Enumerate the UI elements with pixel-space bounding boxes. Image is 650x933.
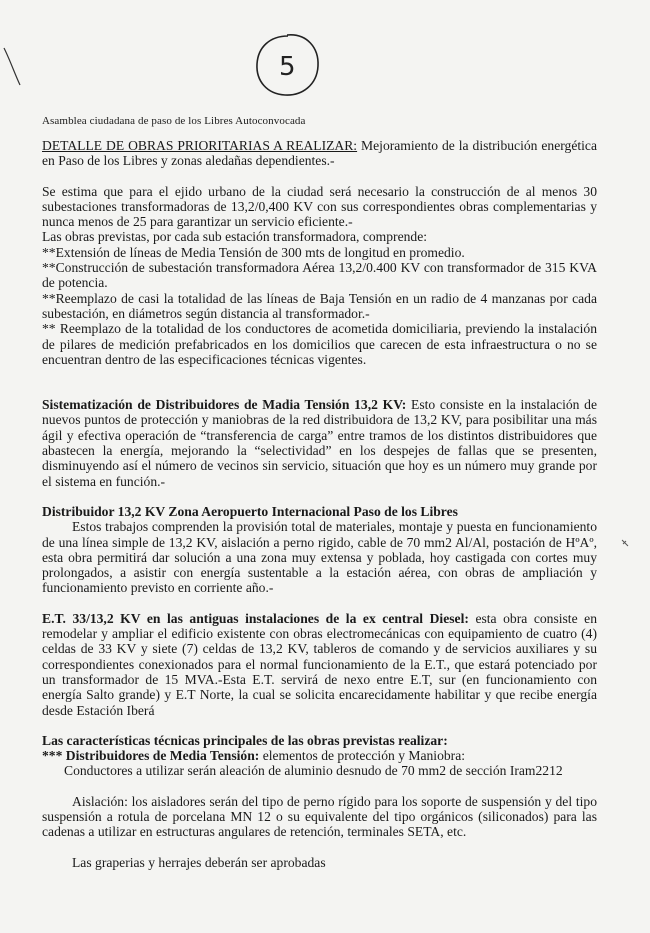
substations-item: ** Reemplazo de la totalidad de los conductores de acometida domiciliaria, previendo la instalación de pilares de medición prefabricados en los domicilios que carecen de esta infraestructura o no se encuentran dentro de las especificaciones técnicas vigentes.	[42, 321, 597, 367]
substations-estimate: Se estima que para el ejido urbano de la ciudad será necesario la construcción de al menos 30 subestaciones transformadoras de 13,2/0,400 KV con sus correspondientes obras complementarias y nunca menos de 25 para garantizar un servicio eficiente.-	[42, 183, 597, 230]
sistematizacion-title: Sistematización de Distribuidores de Madia Tensión 13,2 KV:	[42, 397, 407, 413]
conductores-line: Conductores a utilizar serán aleación de aluminio desnudo de 70 mm2 de sección Iram2212	[64, 763, 563, 779]
caracteristicas-title: Las características técnicas principales de las obras previstas realizar:	[42, 732, 448, 748]
document-body	[42, 138, 597, 870]
intro-text: Mejoramiento de la distribución energética en Paso de los Libres y zonas aledañas dependientes.-	[42, 138, 597, 169]
substations-item: **Construcción de subestación transformadora Aérea 13,2/0.400 KV con transformador de 315 KVA de potencia.	[42, 260, 597, 291]
distribuidores-title: *** Distribuidores de Media Tensión:	[42, 748, 260, 764]
aeropuerto-title: Distribuidor 13,2 KV Zona Aeropuerto Internacional Paso de los Libres	[42, 503, 458, 519]
distribuidores-text: elementos de protección y Maniobra:	[262, 748, 466, 764]
substations-works-intro: Las obras previstas, por cada sub estación transformadora, comprende:	[42, 229, 428, 245]
et-diesel-title: E.T. 33/13,2 KV en las antiguas instalaciones de la ex central Diesel:	[42, 610, 469, 626]
aeropuerto-text: Estos trabajos comprenden la provisión total de materiales, montaje y puesta en funcionamiento de una línea simple de 13,2 KV, aislación a perno rigido, cable de 70 mm2 Al/Al, postación de HºAº, esta obra permitirá dar solución a una zona muy extensa y poblada, hoy castigada con cortes muy prolongados, a asistir con energía sustentable a la estación aérea, con obras de ampliación y funcionamiento previsto en corriente año.-	[42, 519, 597, 596]
intro-title: DETALLE DE OBRAS PRIORITARIAS A REALIZAR:	[42, 138, 358, 153]
substations-item: **Reemplazo de casi la totalidad de las líneas de Baja Tensión en un radio de 4 manzanas por cada subestación, en diámetros según distancia al transformador.-	[42, 290, 597, 321]
paper-speck	[620, 538, 630, 548]
et-diesel-paragraph	[42, 611, 597, 718]
aislacion-paragraph: Aislación: los aisladores serán del tipo de perno rígido para los soporte de suspensión y del tipo suspensión a rotula de porcelana MN 12 o su equivalente del tipo orgánicos (siliconados) para las cadenas a utilizar en estructuras angulares de retención, terminales SETA, etc.	[42, 793, 597, 840]
graperias-line: Las graperias y herrajes deberán ser aprobadas	[72, 854, 326, 870]
organization-header: Asamblea ciudadana de paso de los Libres Autoconvocada	[42, 115, 306, 127]
corner-pen-mark	[0, 40, 24, 90]
intro-paragraph	[42, 138, 597, 169]
circled-page-number	[252, 30, 322, 100]
sistematizacion-paragraph	[42, 397, 597, 489]
substations-item: **Extensión de líneas de Media Tensión de 300 mts de longitud en promedio.	[42, 244, 465, 260]
sistematizacion-text: Esto consiste en la instalación de nuevos puntos de protección y maniobras de la red distribuidora de 13,2 KV, para posibilitar una más ágil y efectiva operación de “transferencia de carga” entre tramos de los distintos distribuidores que abastecen la energía, mejorando la “selectividad” en los despejes de fallas que se presenten, disminuyendo así el número de vecinos sin servicio, situación que hoy es un número muy grande por el sistema en función.-	[42, 397, 597, 489]
distribuidores-line	[42, 748, 597, 763]
page-number-text: 5	[279, 52, 296, 82]
et-diesel-text: esta obra consiste en remodelar y ampliar el edificio existente con obras electromecánicas con equipamiento de cuatro (4) celdas de 33 KV y siete (7) celdas de 13,2 KV, tableros de comando y de servicios auxiliares y su correspondientes conexionados para el normal funcionamiento de la E.T., que estará potenciado por un transformador de 15 MVA.-Esta E.T. servirá de nexo entre E.T, sur (en funcionamiento con energía Salto grande) y E.T Norte, la cual se solicita encarecidamente habilitar y que recibe energía desde Estación Iberá	[42, 610, 598, 718]
